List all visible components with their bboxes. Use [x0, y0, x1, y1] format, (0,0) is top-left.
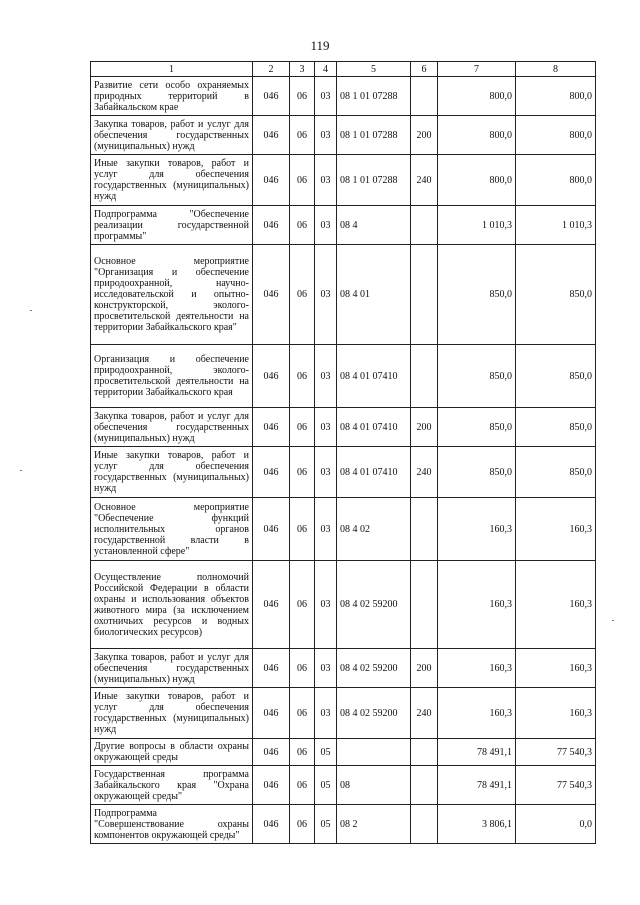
amount-col-8: 800,0 — [516, 155, 596, 206]
subsection-code: 05 — [315, 805, 337, 844]
table-row — [91, 766, 596, 805]
row-name: Государственная программа Забайкальского края "Охрана окружающей среды" — [91, 766, 253, 805]
row-name: Другие вопросы в области охраны окружающей среды — [91, 739, 253, 766]
amount-col-7: 160,3 — [438, 649, 516, 688]
row-name: Основное мероприятие "Организация и обеспечение природоохранной, научно-исследовательской и опытно-конструкторской, эколого-просветительской деятельности на территории Забайкальского края" — [91, 245, 253, 345]
amount-col-7: 800,0 — [438, 116, 516, 155]
section-code: 06 — [290, 649, 315, 688]
row-name: Развитие сети особо охраняемых природных территорий в Забайкальском крае — [91, 77, 253, 116]
header-col-6: 6 — [411, 62, 438, 77]
amount-col-7: 160,3 — [438, 688, 516, 739]
target-article-code: 08 4 02 59200 — [337, 561, 411, 649]
table-row — [91, 77, 596, 116]
table-row — [91, 206, 596, 245]
amount-col-8: 1 010,3 — [516, 206, 596, 245]
amount-col-8: 800,0 — [516, 116, 596, 155]
ministry-code: 046 — [253, 206, 290, 245]
ministry-code: 046 — [253, 766, 290, 805]
expense-type-code — [411, 805, 438, 844]
page-number: 119 — [310, 38, 330, 53]
ministry-code: 046 — [253, 805, 290, 844]
target-article-code: 08 4 02 59200 — [337, 688, 411, 739]
amount-col-8: 77 540,3 — [516, 766, 596, 805]
section-code: 06 — [290, 155, 315, 206]
target-article-code: 08 1 01 07288 — [337, 77, 411, 116]
amount-col-8: 160,3 — [516, 498, 596, 561]
subsection-code: 03 — [315, 688, 337, 739]
target-article-code: 08 1 01 07288 — [337, 116, 411, 155]
section-code: 06 — [290, 345, 315, 408]
ministry-code: 046 — [253, 561, 290, 649]
ministry-code: 046 — [253, 649, 290, 688]
header-col-3: 3 — [290, 62, 315, 77]
subsection-code: 03 — [315, 408, 337, 447]
table-row — [91, 649, 596, 688]
amount-col-8: 850,0 — [516, 345, 596, 408]
amount-col-8: 160,3 — [516, 561, 596, 649]
subsection-code: 03 — [315, 649, 337, 688]
ministry-code: 046 — [253, 345, 290, 408]
target-article-code: 08 — [337, 766, 411, 805]
amount-col-8: 160,3 — [516, 688, 596, 739]
header-col-4: 4 — [315, 62, 337, 77]
header-col-5: 5 — [337, 62, 411, 77]
amount-col-8: 850,0 — [516, 408, 596, 447]
ministry-code: 046 — [253, 116, 290, 155]
row-name: Закупка товаров, работ и услуг для обеспечения государственных (муниципальных) нужд — [91, 649, 253, 688]
ministry-code: 046 — [253, 245, 290, 345]
table-row — [91, 408, 596, 447]
amount-col-8: 160,3 — [516, 649, 596, 688]
expense-type-code: 240 — [411, 688, 438, 739]
header-col-8: 8 — [516, 62, 596, 77]
amount-col-7: 850,0 — [438, 447, 516, 498]
section-code: 06 — [290, 116, 315, 155]
target-article-code: 08 4 02 59200 — [337, 649, 411, 688]
amount-col-7: 850,0 — [438, 245, 516, 345]
expense-type-code: 240 — [411, 155, 438, 206]
row-name: Иные закупки товаров, работ и услуг для обеспечения государственных (муниципальных) нужд — [91, 447, 253, 498]
row-name: Иные закупки товаров, работ и услуг для обеспечения государственных (муниципальных) нужд — [91, 155, 253, 206]
amount-col-7: 800,0 — [438, 77, 516, 116]
amount-col-7: 78 491,1 — [438, 739, 516, 766]
row-name: Подпрограмма "Совершенствование охраны компонентов окружающей среды" — [91, 805, 253, 844]
subsection-code: 03 — [315, 116, 337, 155]
section-code: 06 — [290, 447, 315, 498]
row-name: Закупка товаров, работ и услуг для обеспечения государственных (муниципальных) нужд — [91, 116, 253, 155]
amount-col-8: 850,0 — [516, 245, 596, 345]
subsection-code: 03 — [315, 206, 337, 245]
ministry-code: 046 — [253, 688, 290, 739]
ministry-code: 046 — [253, 77, 290, 116]
budget-table — [90, 61, 596, 844]
section-code: 06 — [290, 561, 315, 649]
subsection-code: 03 — [315, 447, 337, 498]
subsection-code: 05 — [315, 766, 337, 805]
target-article-code: 08 1 01 07288 — [337, 155, 411, 206]
table-row — [91, 739, 596, 766]
section-code: 06 — [290, 498, 315, 561]
amount-col-7: 160,3 — [438, 561, 516, 649]
amount-col-7: 800,0 — [438, 155, 516, 206]
expense-type-code — [411, 739, 438, 766]
amount-col-7: 1 010,3 — [438, 206, 516, 245]
table-row — [91, 805, 596, 844]
amount-col-8: 77 540,3 — [516, 739, 596, 766]
expense-type-code — [411, 345, 438, 408]
row-name: Основное мероприятие "Обеспечение функций исполнительных органов государственной власти в установленной сфере" — [91, 498, 253, 561]
amount-col-7: 850,0 — [438, 408, 516, 447]
amount-col-8: 850,0 — [516, 447, 596, 498]
expense-type-code — [411, 498, 438, 561]
scan-speck — [20, 470, 22, 471]
target-article-code: 08 2 — [337, 805, 411, 844]
subsection-code: 05 — [315, 739, 337, 766]
subsection-code: 03 — [315, 345, 337, 408]
subsection-code: 03 — [315, 245, 337, 345]
ministry-code: 046 — [253, 739, 290, 766]
expense-type-code: 200 — [411, 649, 438, 688]
target-article-code: 08 4 02 — [337, 498, 411, 561]
table-row — [91, 345, 596, 408]
target-article-code: 08 4 01 — [337, 245, 411, 345]
table-row — [91, 155, 596, 206]
ministry-code: 046 — [253, 447, 290, 498]
table-row — [91, 245, 596, 345]
section-code: 06 — [290, 77, 315, 116]
table-row — [91, 116, 596, 155]
expense-type-code: 240 — [411, 447, 438, 498]
target-article-code: 08 4 01 07410 — [337, 345, 411, 408]
section-code: 06 — [290, 206, 315, 245]
subsection-code: 03 — [315, 155, 337, 206]
expense-type-code — [411, 561, 438, 649]
header-row — [91, 62, 596, 77]
section-code: 06 — [290, 739, 315, 766]
ministry-code: 046 — [253, 498, 290, 561]
amount-col-7: 850,0 — [438, 345, 516, 408]
section-code: 06 — [290, 805, 315, 844]
subsection-code: 03 — [315, 498, 337, 561]
header-col-7: 7 — [438, 62, 516, 77]
row-name: Осуществление полномочий Российской Федерации в области охраны и использования объектов животного мира (за исключением охотничьих ресурсов и водных биологических ресурсов) — [91, 561, 253, 649]
target-article-code: 08 4 01 07410 — [337, 408, 411, 447]
table-row — [91, 447, 596, 498]
section-code: 06 — [290, 688, 315, 739]
amount-col-7: 160,3 — [438, 498, 516, 561]
expense-type-code — [411, 245, 438, 345]
section-code: 06 — [290, 408, 315, 447]
row-name: Иные закупки товаров, работ и услуг для обеспечения государственных (муниципальных) нужд — [91, 688, 253, 739]
subsection-code: 03 — [315, 77, 337, 116]
section-code: 06 — [290, 245, 315, 345]
header-col-1: 1 — [91, 62, 253, 77]
ministry-code: 046 — [253, 408, 290, 447]
target-article-code: 08 4 — [337, 206, 411, 245]
expense-type-code — [411, 206, 438, 245]
row-name: Организация и обеспечение природоохранной, эколого-просветительской деятельности на территории Забайкальского края — [91, 345, 253, 408]
expense-type-code — [411, 766, 438, 805]
ministry-code: 046 — [253, 155, 290, 206]
header-col-2: 2 — [253, 62, 290, 77]
amount-col-8: 0,0 — [516, 805, 596, 844]
section-code: 06 — [290, 766, 315, 805]
expense-type-code: 200 — [411, 116, 438, 155]
expense-type-code — [411, 77, 438, 116]
scan-speck — [612, 620, 614, 621]
target-article-code: 08 4 01 07410 — [337, 447, 411, 498]
table-row — [91, 561, 596, 649]
amount-col-7: 3 806,1 — [438, 805, 516, 844]
table-row — [91, 498, 596, 561]
table-row — [91, 688, 596, 739]
expense-type-code: 200 — [411, 408, 438, 447]
amount-col-8: 800,0 — [516, 77, 596, 116]
row-name: Подпрограмма "Обеспечение реализации государственной программы" — [91, 206, 253, 245]
target-article-code — [337, 739, 411, 766]
row-name: Закупка товаров, работ и услуг для обеспечения государственных (муниципальных) нужд — [91, 408, 253, 447]
scan-speck — [30, 310, 32, 311]
amount-col-7: 78 491,1 — [438, 766, 516, 805]
subsection-code: 03 — [315, 561, 337, 649]
